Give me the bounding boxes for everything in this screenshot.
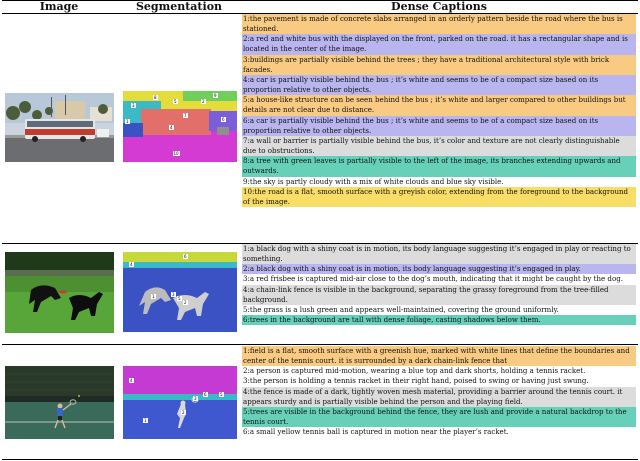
- bus-segmentation: [123, 91, 237, 162]
- bottom-rule: [2, 459, 638, 460]
- caption-row1-1: 1:the pavement is made of concrete slabs arranged in an orderly pattern beside the road where the bus is stationed.: [242, 14, 636, 34]
- tennis-seg-label-1: 1: [144, 418, 147, 423]
- dogs-segmentation: [123, 252, 237, 332]
- caption-row3-6: 6:a small yellow tennis ball is captured in motion near the player’s racket.: [243, 427, 509, 437]
- seg-label-7: 7: [184, 113, 187, 118]
- caption-row3-3: 3:the person is holding a tennis racket in their right hand, poised to swing or having just swung.: [243, 376, 589, 386]
- caption-row1-6: 6:a car is partially visible behind the bus ; it’s white and seems to be of a compact size based on its proportion relative to other objects.: [242, 116, 636, 136]
- tennis-seg-label-6: 6: [204, 392, 207, 397]
- dogs-seg-label-1: 1: [152, 294, 155, 299]
- bus-photo: [5, 93, 114, 162]
- captions-row-2: [242, 244, 636, 325]
- seg-label-3: 3: [132, 103, 135, 108]
- seg-label-10: 10: [173, 151, 179, 156]
- caption-row1-7: 7:a wall or barrier is partially visible behind the bus, it’s color and texture are not clearly distinguishable due to obstructions.: [242, 136, 636, 156]
- caption-row3-1: 1:field is a flat, smooth surface with a greenish hue, marked with white lines that define the boundaries and center of the tennis court. it is surrounded by a dark chain-link fence that: [242, 346, 636, 366]
- tennis-photo: [5, 366, 114, 439]
- captions-row-3: [242, 346, 636, 437]
- seg-label-6: 6: [222, 117, 225, 122]
- tennis-seg-label-2: 2: [182, 410, 185, 415]
- caption-row2-4: 4:a chain-link fence is visible in the background, separating the grassy foreground from the tree-filled background.: [242, 285, 636, 305]
- captions-row-1: [242, 14, 636, 207]
- seg-label-5: 5: [174, 99, 177, 104]
- caption-row3-5: 5:trees are visible in the background behind the fence, they are lush and provide a natural backdrop to the tennis court.: [242, 407, 636, 427]
- header-segmentation: Segmentation: [135, 0, 223, 13]
- caption-row2-1: 1:a black dog with a shiny coat is in motion, its body language suggesting it’s engaged in play or reacting to something.: [242, 244, 636, 264]
- dogs-seg-label-6: 6: [184, 254, 187, 259]
- tennis-seg-label-4: 4: [130, 378, 133, 383]
- dogs-seg-label-5: 5: [178, 296, 181, 301]
- caption-row2-6: 6:trees in the background are tall with dense foliage, casting shadows below them.: [242, 315, 636, 325]
- caption-row1-3: 3:buildings are partially visible behind the trees ; they have a traditional architectural style with brick facades.: [242, 55, 636, 75]
- caption-row1-10: 10:the road is a flat, smooth surface with a greyish color, extending from the foreground to the background of the image.: [242, 187, 636, 207]
- dogs-seg-label-3: 3: [172, 292, 175, 297]
- caption-row1-2: 2:a red and white bus with the displayed on the front, parked on the road. it has a rectangular shape and is located in the center of the image.: [242, 34, 636, 54]
- header-dense-captions: Dense Captions: [391, 0, 487, 13]
- seg-label-8: 8: [154, 95, 157, 100]
- seg-label-4: 4: [170, 125, 173, 130]
- caption-row1-9: 9:the sky is partly cloudy with a mix of white clouds and blue sky visible.: [243, 176, 504, 186]
- caption-row1-4: 4:a car is partially visible behind the bus ; it’s white and seems to be of a compact size based on its proportion relative to other objects.: [242, 75, 636, 95]
- dogs-photo: [5, 252, 114, 333]
- tennis-segmentation: [123, 366, 237, 439]
- caption-row2-3: 3:a red frisbee is captured mid-air close to the dog’s mouth, indicating that it might be caught by the dog.: [243, 274, 623, 284]
- row-divider-2: [2, 344, 638, 345]
- header-image: Image: [39, 0, 79, 13]
- caption-row3-4: 4:the fence is made of a dark, tightly woven mesh material, providing a barrier around the tennis court. it appears sturdy and is partially visible behind the person and the playing field.: [242, 387, 636, 407]
- caption-row2-2: 2:a black dog with a shiny coat is in motion, its body language suggesting it’s engaged in play.: [242, 264, 636, 274]
- dogs-seg-label-4: 4: [130, 262, 133, 267]
- tennis-seg-label-5: 5: [220, 392, 223, 397]
- caption-row3-2: 2:a person is captured mid-motion, wearing a blue top and dark shorts, holding a tennis racket.: [243, 366, 586, 376]
- seg-label-9: 9: [214, 93, 217, 98]
- dogs-seg-label-2: 2: [184, 300, 187, 305]
- seg-label-2: 2: [202, 99, 205, 104]
- caption-row1-8: 8:a tree with green leaves is partially visible to the left of the image, its branches extending upwards and outwards.: [242, 156, 636, 176]
- seg-label-1: 1: [126, 119, 129, 124]
- tennis-seg-label-3: 3: [194, 396, 197, 401]
- caption-row1-5: 5:a house-like structure can be seen behind the bus ; it’s white and larger compared to other buildings but details are not clear due to distance.: [242, 95, 636, 115]
- caption-row2-5: 5:the grass is a lush green and appears well-maintained, covering the ground uniformly.: [243, 304, 559, 314]
